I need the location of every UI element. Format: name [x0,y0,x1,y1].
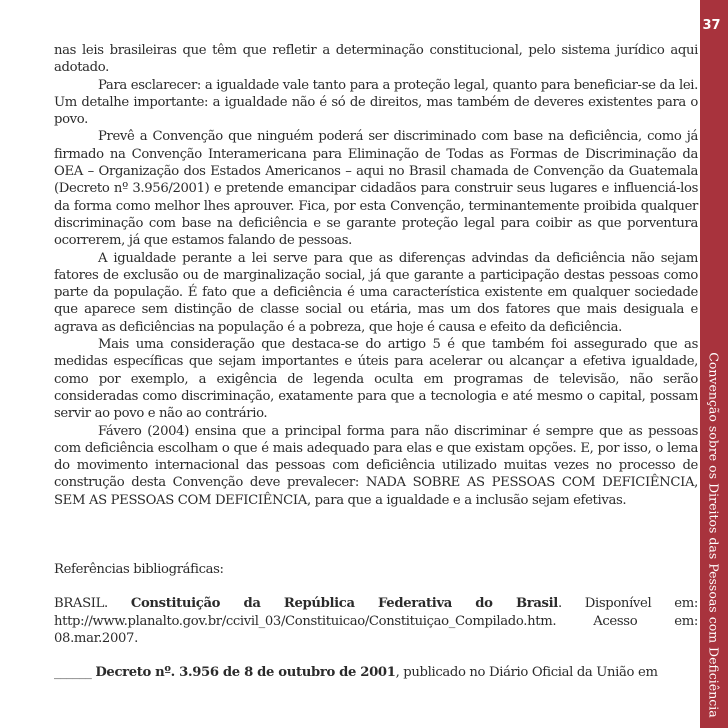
page-content [54,42,698,682]
reference-author: ______ [54,665,96,681]
running-title: Convenção sobre os Direitos das Pessoas com Deficiência [706,352,722,718]
reference-entry [54,664,698,681]
body-paragraph: A igualdade perante a lei serve para que as diferenças advindas da deficiência não sejam fatores de exclusão ou de marginalização social, já que garante a participação destas pessoas como parte da população. É fato que a deficiência é uma característica existente em qualquer sociedade que aparece sem distinção de classe social ou etária, mas um dos fatores que mais desiguala e agrava as deficiências na população é a pobreza, que hoje é causa e efeito da deficiência. [54,250,698,335]
body-paragraph: Prevê a Convenção que ninguém poderá ser discriminado com base na deficiência, como já firmado na Convenção Interamericana para Eliminação de Todas as Formas de Discriminação da OEA – Organização dos Estados Americanos – aqui no Brasil chamada de Convenção da Guatemala (Decreto nº 3.956/2001) e pretende emancipar cidadãos para construir seus lugares e influenciá-los da forma como melhor lhes aprouver. Fica, por esta Convenção, terminantemente proibida qualquer discriminação com base na deficiência e se garante proteção legal para coibir as que porventura ocorrerem, já que estamos falando de pessoas. [54,129,698,249]
references-heading: Referências bibliográficas: [54,562,224,578]
reference-entry [54,595,698,647]
reference-author: BRASIL. [54,596,131,612]
page-number: 37 [702,18,721,33]
body-paragraph: Mais uma consideração que destaca-se do artigo 5 é que também foi assegurado que as medidas específicas que sejam importantes e úteis para acelerar ou alcançar a efetiva igualdade, como por exemplo, a exigência de legenda oculta em programas de televisão, não serão consideradas como discriminação, exatamente para que a tecnologia e até mesmo o capital, possam servir ao povo e não ao contrário. [54,337,698,422]
body-paragraph: Para esclarecer: a igualdade vale tanto para a proteção legal, quanto para beneficiar-se da lei. Um detalhe importante: a igualdade não é só de direitos, mas também de deveres existentes para o povo. [54,77,698,128]
reference-details: . Disponível em: http://www.planalto.gov.br/ccivil_03/Constituicao/Constituiçao_Compilado.htm. Acesso em: 08.mar.2007. [54,596,699,646]
body-paragraph: Fávero (2004) ensina que a principal forma para não discriminar é sempre que as pessoas com deficiência escolham o que é mais adequado para elas e que existam opções. E, por isso, o lema do movimento internacional das pessoas com deficiência utilizado muitas vezes no processo de construção desta Convenção deve prevalecer: NADA SOBRE AS PESSOAS COM DEFICIÊNCIA, SEM AS PESSOAS COM DEFICIÊNCIA, para que a igualdade e a inclusão sejam efetivas. [54,423,698,508]
reference-details: , publicado no Diário Oficial da União em [395,665,658,681]
body-paragraph: nas leis brasileiras que têm que refletir a determinação constitucional, pelo sistema jurídico aqui adotado. [54,43,698,76]
reference-title: Decreto nº. 3.956 de 8 de outubro de 2001 [95,665,396,681]
reference-title: Constituição da República Federativa do Brasil [130,596,558,612]
